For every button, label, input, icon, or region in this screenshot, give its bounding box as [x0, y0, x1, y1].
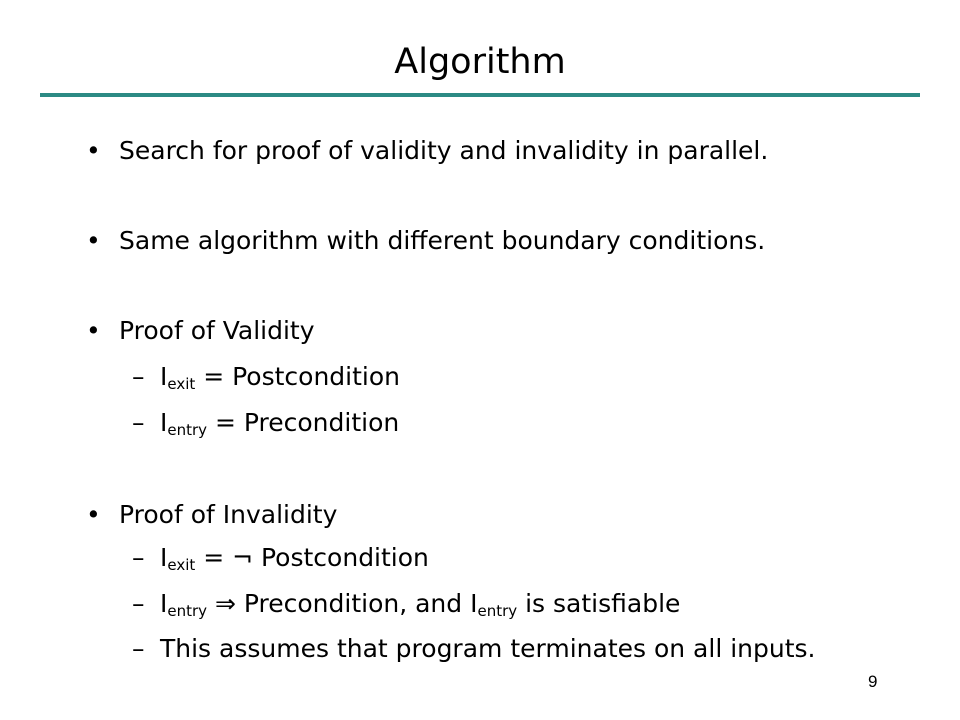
dash-marker: – — [132, 362, 145, 391]
validity-entry-line — [160, 406, 399, 440]
invalidity-exit-sub: exit — [167, 556, 196, 574]
bullet-proof-of-invalidity: Proof of Invalidity — [119, 500, 338, 529]
bullet-parallel-search: Search for proof of validity and invalidity in parallel. — [119, 136, 769, 165]
validity-entry-rest: = Precondition — [207, 408, 400, 437]
page-number: 9 — [868, 672, 878, 691]
validity-exit-var: I — [160, 362, 168, 391]
validity-exit-rest: = Postcondition — [195, 362, 401, 391]
invalidity-entry-sub2: entry — [477, 602, 518, 620]
invalidity-entry-line — [160, 587, 680, 621]
invalidity-exit-rest: = ¬ Postcondition — [195, 543, 429, 572]
dash-marker: – — [132, 543, 145, 572]
invalidity-entry-sub: entry — [167, 602, 208, 620]
bullet-marker: • — [86, 500, 101, 529]
title-underline — [40, 93, 920, 97]
bullet-marker: • — [86, 136, 101, 165]
invalidity-entry-rest: is satisfiable — [517, 589, 681, 618]
invalidity-entry-var: I — [160, 589, 168, 618]
slide-title: Algorithm — [394, 42, 566, 82]
invalidity-entry-var2: I — [470, 589, 478, 618]
invalidity-exit-var: I — [160, 543, 168, 572]
bullet-marker: • — [86, 316, 101, 345]
dash-marker: – — [132, 589, 145, 618]
bullet-same-algorithm: Same algorithm with different boundary conditions. — [119, 226, 766, 255]
invalidity-entry-mid: ⇒ Precondition, and — [207, 589, 471, 618]
validity-exit-line — [160, 360, 400, 394]
dash-marker: – — [132, 408, 145, 437]
dash-marker: – — [132, 634, 145, 663]
validity-entry-var: I — [160, 408, 168, 437]
validity-exit-sub: exit — [167, 375, 196, 393]
bullet-marker: • — [86, 226, 101, 255]
bullet-proof-of-validity: Proof of Validity — [119, 316, 315, 345]
invalidity-exit-line — [160, 541, 429, 575]
termination-assumption: This assumes that program terminates on all inputs. — [160, 634, 816, 663]
validity-entry-sub: entry — [167, 421, 208, 439]
